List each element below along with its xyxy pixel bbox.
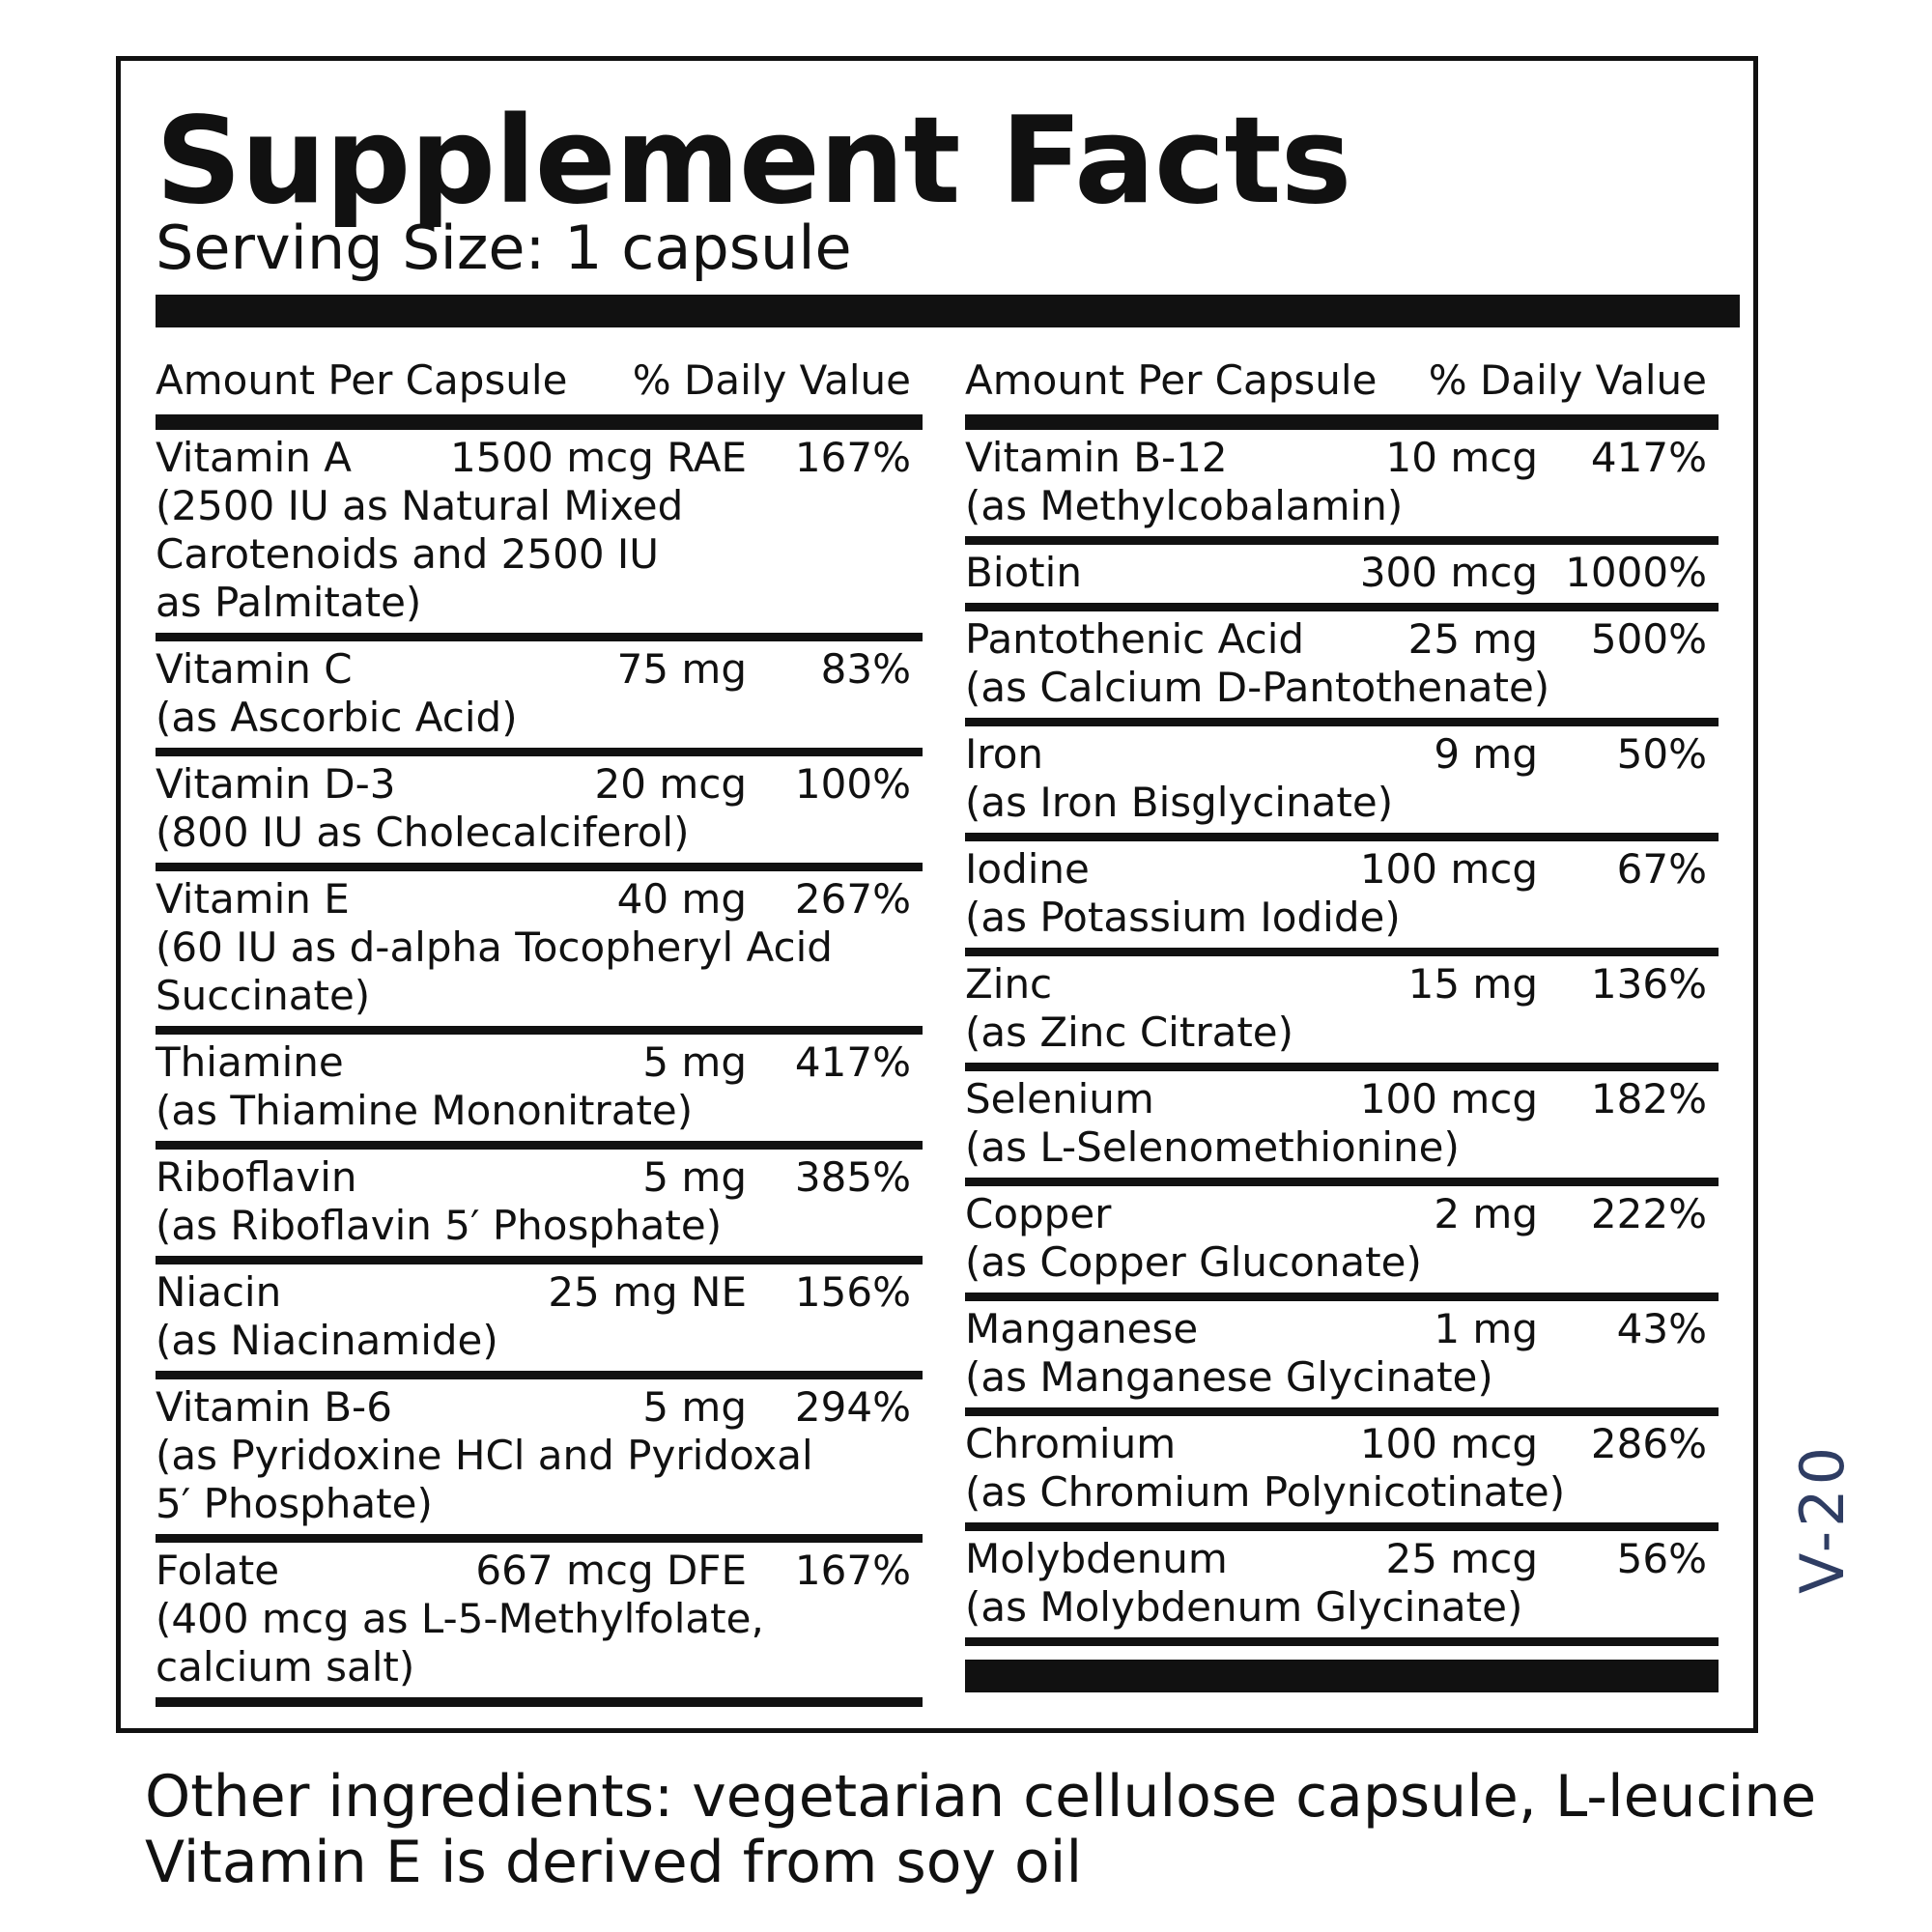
nutrient-daily-value: 136% bbox=[1590, 960, 1707, 1008]
nutrient-row bbox=[965, 1071, 1719, 1186]
amount-per-capsule-label: Amount Per Capsule bbox=[156, 356, 568, 404]
nutrient-daily-value: 182% bbox=[1590, 1075, 1707, 1122]
nutrient-amount: 100 mcg bbox=[1359, 845, 1538, 893]
nutrient-amount: 100 mcg bbox=[1359, 1075, 1538, 1122]
nutrient-name: Vitamin A bbox=[156, 434, 352, 481]
nutrient-amount: 667 mcg DFE bbox=[475, 1547, 747, 1594]
nutrient-daily-value: 286% bbox=[1590, 1420, 1707, 1467]
nutrient-amount: 5 mg bbox=[642, 1383, 747, 1431]
nutrient-main-line bbox=[965, 1535, 1707, 1583]
nutrient-main-line bbox=[965, 615, 1707, 664]
nutrient-main-line bbox=[965, 434, 1707, 482]
nutrient-row bbox=[965, 430, 1719, 545]
nutrient-row bbox=[156, 1150, 923, 1264]
nutrient-row bbox=[156, 641, 923, 756]
nutrient-source: (as L-Selenomethionine) bbox=[965, 1123, 1460, 1171]
nutrient-row bbox=[156, 1379, 923, 1543]
nutrient-source: (as Potassium Iodide) bbox=[965, 894, 1401, 941]
nutrient-main-line bbox=[965, 960, 1707, 1009]
nutrient-main-line bbox=[965, 845, 1707, 894]
nutrient-source: (as Iron Bisglycinate) bbox=[965, 779, 1394, 826]
nutrient-row bbox=[965, 611, 1719, 726]
nutrient-amount: 300 mcg bbox=[1359, 549, 1538, 596]
nutrient-source: (as Riboflavin 5′ Phosphate) bbox=[156, 1202, 723, 1249]
nutrient-daily-value: 417% bbox=[794, 1038, 911, 1086]
nutrient-main-line bbox=[156, 1153, 911, 1202]
bottom-divider-bar bbox=[965, 1660, 1719, 1692]
nutrient-source: (as Manganese Glycinate) bbox=[965, 1353, 1493, 1401]
nutrient-daily-value: 294% bbox=[794, 1383, 911, 1431]
column-header bbox=[156, 347, 923, 430]
nutrient-main-line bbox=[156, 1268, 911, 1317]
nutrient-name: Vitamin C bbox=[156, 645, 353, 693]
nutrient-daily-value: 156% bbox=[794, 1268, 911, 1316]
nutrient-row bbox=[965, 1186, 1719, 1301]
nutrient-source: (60 IU as d-alpha Tocopheryl Acid Succinate) bbox=[156, 923, 833, 1019]
nutrient-main-line bbox=[156, 1038, 911, 1087]
label-title: Supplement Facts bbox=[156, 92, 1351, 231]
nutrient-name: Riboflavin bbox=[156, 1153, 357, 1201]
nutrient-source: (2500 IU as Natural Mixed Carotenoids and 2500 IU as Palmitate) bbox=[156, 482, 684, 626]
nutrient-column-right bbox=[965, 347, 1719, 1692]
nutrient-name: Thiamine bbox=[156, 1038, 344, 1086]
nutrient-row bbox=[965, 1416, 1719, 1531]
nutrient-main-line bbox=[156, 645, 911, 694]
other-ingredients: Other ingredients: vegetarian cellulose capsule, L-leucine bbox=[145, 1763, 1817, 1831]
nutrient-amount: 20 mcg bbox=[594, 760, 747, 808]
supplement-facts-panel bbox=[116, 56, 1758, 1733]
nutrient-source: (as Methylcobalamin) bbox=[965, 482, 1404, 529]
nutrient-amount: 40 mg bbox=[616, 875, 747, 923]
nutrient-main-line bbox=[156, 760, 911, 809]
nutrient-amount: 75 mg bbox=[616, 645, 747, 693]
nutrient-source: (as Pyridoxine HCl and Pyridoxal 5′ Phosphate) bbox=[156, 1432, 813, 1527]
nutrient-daily-value: 83% bbox=[820, 645, 911, 693]
nutrient-main-line bbox=[965, 1305, 1707, 1353]
nutrient-row bbox=[965, 1301, 1719, 1416]
nutrient-row bbox=[965, 1531, 1719, 1646]
nutrient-source: (as Molybdenum Glycinate) bbox=[965, 1583, 1523, 1631]
nutrient-main-line bbox=[965, 730, 1707, 779]
nutrient-amount: 25 mg NE bbox=[548, 1268, 747, 1316]
nutrient-daily-value: 50% bbox=[1616, 730, 1707, 778]
nutrient-daily-value: 167% bbox=[794, 1547, 911, 1594]
nutrient-amount: 10 mcg bbox=[1385, 434, 1538, 481]
nutrient-main-line bbox=[156, 1547, 911, 1595]
nutrient-name: Molybdenum bbox=[965, 1535, 1228, 1582]
nutrient-rows-right bbox=[965, 430, 1719, 1646]
nutrient-name: Zinc bbox=[965, 960, 1053, 1008]
nutrient-name: Iodine bbox=[965, 845, 1090, 893]
nutrient-source: (as Zinc Citrate) bbox=[965, 1009, 1294, 1056]
nutrient-row bbox=[965, 726, 1719, 841]
nutrient-name: Chromium bbox=[965, 1420, 1177, 1467]
nutrient-main-line bbox=[156, 1383, 911, 1432]
nutrient-main-line bbox=[965, 1190, 1707, 1238]
nutrient-main-line bbox=[965, 1075, 1707, 1123]
nutrient-name: Vitamin B-12 bbox=[965, 434, 1228, 481]
nutrient-name: Manganese bbox=[965, 1305, 1199, 1352]
version-code: V-20 bbox=[1787, 1442, 1858, 1594]
nutrient-amount: 5 mg bbox=[642, 1038, 747, 1086]
nutrient-source: (400 mcg as L-5-Methylfolate, calcium salt) bbox=[156, 1595, 764, 1690]
nutrient-row bbox=[965, 545, 1719, 611]
nutrient-main-line bbox=[156, 875, 911, 923]
amount-per-capsule-label: Amount Per Capsule bbox=[965, 356, 1378, 404]
nutrient-row bbox=[156, 1264, 923, 1379]
nutrient-source: (as Thiamine Mononitrate) bbox=[156, 1087, 694, 1134]
nutrient-name: Iron bbox=[965, 730, 1044, 778]
nutrient-row bbox=[156, 1543, 923, 1707]
nutrient-amount: 1 mg bbox=[1434, 1305, 1538, 1352]
nutrient-daily-value: 267% bbox=[794, 875, 911, 923]
nutrient-daily-value: 43% bbox=[1616, 1305, 1707, 1352]
nutrient-name: Copper bbox=[965, 1190, 1112, 1237]
nutrient-name: Selenium bbox=[965, 1075, 1154, 1122]
column-header bbox=[965, 347, 1719, 430]
nutrient-name: Biotin bbox=[965, 549, 1082, 596]
nutrient-daily-value: 222% bbox=[1590, 1190, 1707, 1237]
nutrient-row bbox=[965, 841, 1719, 956]
nutrient-daily-value: 56% bbox=[1616, 1535, 1707, 1582]
nutrient-amount: 2 mg bbox=[1434, 1190, 1538, 1237]
nutrient-daily-value: 417% bbox=[1590, 434, 1707, 481]
nutrient-name: Vitamin B-6 bbox=[156, 1383, 392, 1431]
nutrient-daily-value: 100% bbox=[794, 760, 911, 808]
nutrient-row bbox=[156, 871, 923, 1035]
top-divider-bar bbox=[156, 295, 1740, 327]
nutrient-daily-value: 67% bbox=[1616, 845, 1707, 893]
nutrient-column-left bbox=[156, 347, 923, 1707]
nutrient-daily-value: 1000% bbox=[1565, 549, 1707, 596]
nutrient-source: (as Chromium Polynicotinate) bbox=[965, 1468, 1566, 1516]
nutrient-amount: 25 mcg bbox=[1385, 1535, 1538, 1582]
nutrient-amount: 9 mg bbox=[1434, 730, 1538, 778]
nutrient-row bbox=[156, 430, 923, 641]
nutrient-source: (as Niacinamide) bbox=[156, 1317, 498, 1364]
nutrient-daily-value: 500% bbox=[1590, 615, 1707, 663]
nutrient-amount: 5 mg bbox=[642, 1153, 747, 1201]
nutrient-name: Niacin bbox=[156, 1268, 282, 1316]
nutrient-amount: 15 mg bbox=[1407, 960, 1538, 1008]
nutrient-name: Vitamin D-3 bbox=[156, 760, 396, 808]
daily-value-label: % Daily Value bbox=[1428, 356, 1707, 404]
nutrient-daily-value: 385% bbox=[794, 1153, 911, 1201]
nutrient-main-line bbox=[965, 549, 1707, 597]
nutrient-amount: 25 mg bbox=[1407, 615, 1538, 663]
nutrient-name: Vitamin E bbox=[156, 875, 350, 923]
nutrient-row bbox=[965, 956, 1719, 1071]
nutrient-main-line bbox=[965, 1420, 1707, 1468]
daily-value-label: % Daily Value bbox=[632, 356, 911, 404]
nutrient-source: (as Ascorbic Acid) bbox=[156, 694, 518, 741]
nutrient-source: (800 IU as Cholecalciferol) bbox=[156, 809, 690, 856]
nutrient-name: Folate bbox=[156, 1547, 280, 1594]
nutrient-amount: 100 mcg bbox=[1359, 1420, 1538, 1467]
nutrient-source: (as Copper Gluconate) bbox=[965, 1238, 1422, 1286]
nutrient-rows-left bbox=[156, 430, 923, 1707]
nutrient-daily-value: 167% bbox=[794, 434, 911, 481]
nutrient-main-line bbox=[156, 434, 911, 482]
serving-size: Serving Size: 1 capsule bbox=[156, 213, 852, 283]
other-ingredients-block bbox=[145, 1764, 1816, 1895]
nutrient-row bbox=[156, 756, 923, 871]
nutrient-amount: 1500 mcg RAE bbox=[449, 434, 747, 481]
vitamin-e-note: Vitamin E is derived from soy oil bbox=[145, 1829, 1083, 1896]
nutrient-row bbox=[156, 1035, 923, 1150]
nutrient-name: Pantothenic Acid bbox=[965, 615, 1305, 663]
nutrient-source: (as Calcium D-Pantothenate) bbox=[965, 664, 1550, 711]
